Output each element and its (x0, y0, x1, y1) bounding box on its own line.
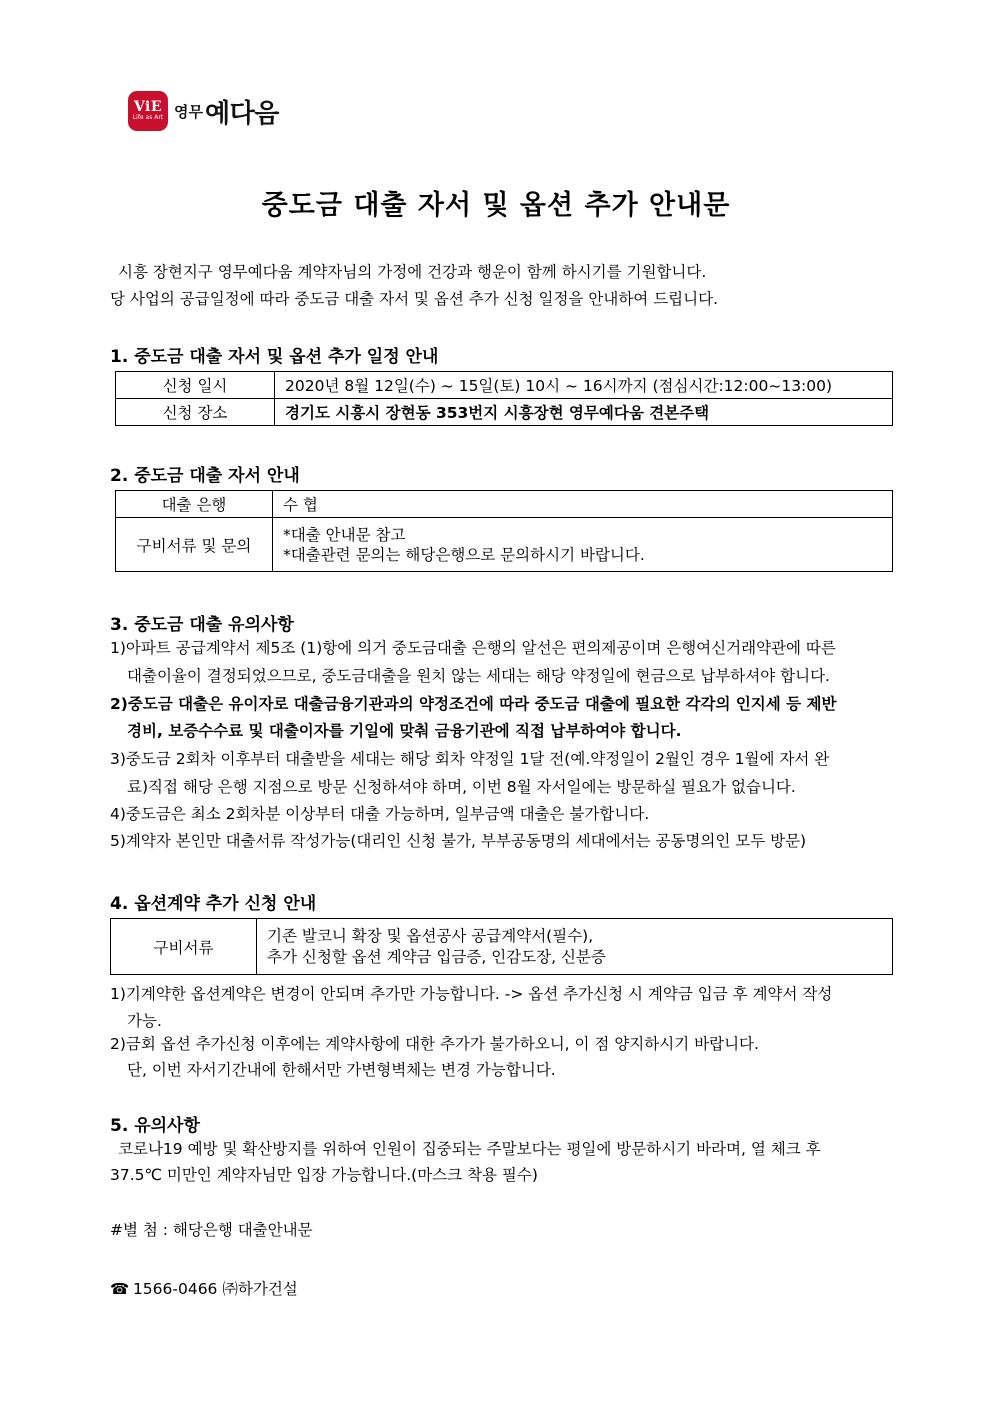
notice-line: 코로나19 예방 및 확산방지를 위하여 인원이 집중되는 주말보다는 평일에 방문하시기 바라며, 열 체크 후 (118, 1140, 821, 1158)
schedule-place-label: 신청 장소 (116, 399, 275, 426)
caution-line: 5)계약자 본인만 대출서류 작성가능(대리인 신청 불가, 부부공동명의 세대에서는 공동명의인 모두 방문) (110, 832, 807, 850)
caution-line: 경비, 보증수수료 및 대출이자를 기일에 맞춰 금융기관에 직접 납부하여야 합니다. (127, 722, 682, 740)
intro-line-2: 당 사업의 공급일정에 따라 중도금 대출 자서 및 옵션 추가 신청 일정을 안내하여 드립니다. (110, 290, 719, 308)
option-docs-line-1: 기존 발코니 확장 및 옵션공사 공급계약서(필수), (267, 926, 594, 945)
loan-table (115, 490, 893, 572)
caution-line: 3)중도금 2회차 이후부터 대출받을 세대는 해당 회차 약정일 1달 전(예.약정일이 2월인 경우 1월에 자서 완 (110, 750, 830, 768)
page-title: 중도금 대출 자서 및 옵션 추가 안내문 (261, 190, 731, 221)
schedule-date-value: 2020년 8월 12일(수) ~ 15일(토) 10시 ~ 16시까지 (점심시간:12:00~13:00) (275, 372, 893, 399)
logo-name: 예다음 (204, 98, 279, 129)
logo-mark-text: ViE (133, 99, 163, 115)
notice-line: 37.5℃ 미만인 계약자님만 입장 가능합니다.(마스크 착용 필수) (110, 1166, 538, 1184)
option-docs-label: 구비서류 (111, 919, 257, 975)
section4-heading: 4. 옵션계약 추가 신청 안내 (110, 894, 317, 914)
vie-logo-mark (128, 91, 168, 131)
option-note-line: 가능. (127, 1012, 162, 1030)
phone-icon: ☎ (110, 1280, 130, 1298)
option-note-line: 단, 이번 자서기간내에 한해서만 가변형벽체는 변경 가능합니다. (127, 1061, 556, 1079)
section2-heading: 2. 중도금 대출 자서 안내 (110, 466, 300, 486)
section1-heading: 1. 중도금 대출 자서 및 옵션 추가 일정 안내 (110, 347, 439, 367)
caution-line: 2)중도금 대출은 유이자로 대출금융기관과의 약정조건에 따라 중도금 대출에 필요한 각각의 인지세 등 제반 (110, 695, 837, 713)
footer-company: ㈜하가건설 (222, 1280, 298, 1298)
option-docs-value (257, 919, 893, 975)
schedule-table (115, 371, 893, 426)
attachment-note: #별 첨 : 해당은행 대출안내문 (110, 1221, 313, 1239)
section3-heading: 3. 중도금 대출 유의사항 (110, 615, 294, 635)
table-row (116, 372, 893, 399)
intro-line-1: 시흥 장현지구 영무예다움 계약자님의 가정에 건강과 행운이 함께 하시기를 기원합니다. (118, 263, 707, 281)
loan-docs-line-2: *대출관련 문의는 해당은행으로 문의하시기 바랍니다. (283, 545, 645, 564)
logo-mark-subtext: Life as Art (132, 114, 164, 121)
logo-prefix: 영무 (174, 102, 203, 121)
option-docs-line-2: 추가 신청할 옵션 계약금 입금증, 인감도장, 신분증 (267, 947, 606, 966)
caution-line: 1)아파트 공급계약서 제5조 (1)항에 의거 중도금대출 은행의 알선은 편의제공이며 은행여신거래약관에 따른 (110, 639, 836, 657)
option-table (110, 918, 893, 975)
footer-contact (110, 1279, 298, 1299)
option-note-line: 1)기계약한 옵션계약은 변경이 안되며 추가만 가능합니다. -> 옵션 추가신청 시 계약금 입금 후 계약서 작성 (110, 985, 833, 1003)
table-row (116, 399, 893, 426)
section5-heading: 5. 유의사항 (110, 1116, 200, 1136)
table-row (116, 518, 893, 572)
loan-bank-label: 대출 은행 (116, 491, 273, 518)
loan-docs-label: 구비서류 및 문의 (116, 518, 273, 572)
caution-line: 4)중도금은 최소 2회차분 이상부터 대출 가능하며, 일부금액 대출은 불가합니다. (110, 805, 650, 823)
loan-docs-value (273, 518, 893, 572)
schedule-place-value: 경기도 시흥시 장현동 353번지 시흥장현 영무예다움 견본주택 (275, 399, 893, 426)
option-note-line: 2)금회 옵션 추가신청 이후에는 계약사항에 대한 추가가 불가하오니, 이 점 양지하시기 바랍니다. (110, 1035, 759, 1053)
schedule-date-label: 신청 일시 (116, 372, 275, 399)
loan-bank-value: 수 협 (273, 491, 893, 518)
footer-phone: 1566-0466 (132, 1280, 218, 1298)
table-row (111, 919, 893, 975)
loan-docs-line-1: *대출 안내문 참고 (283, 525, 406, 544)
company-logo (128, 88, 279, 134)
caution-line: 대출이율이 결정되었으므로, 중도금대출을 원치 않는 세대는 해당 약정일에 현금으로 납부하셔야 합니다. (127, 667, 830, 685)
caution-line: 료)직접 해당 은행 지점으로 방문 신청하셔야 하며, 이번 8월 자서일에는 방문하실 필요가 없습니다. (127, 778, 796, 796)
table-row (116, 491, 893, 518)
